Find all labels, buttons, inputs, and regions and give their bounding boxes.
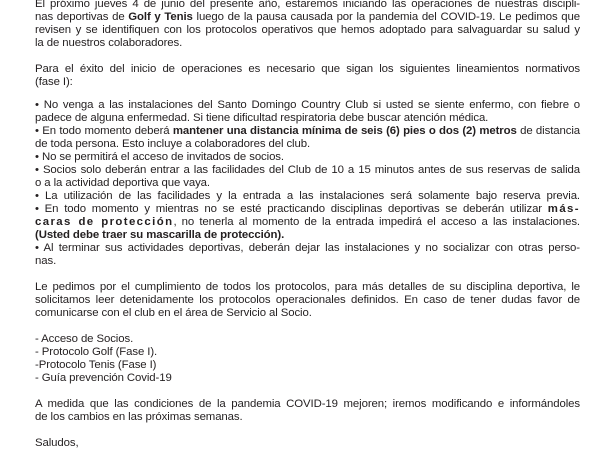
bullet-2-line-1: [35, 125, 580, 138]
intro-line-2: [35, 11, 580, 24]
salutation: Saludos,: [35, 437, 79, 449]
bullet-1-line-1: • No venga a las instalaciones del Santo Domingo Country Club si usted se siente enfermo, con fiebre o: [35, 99, 580, 111]
bullet-text: , no tenerla al momento de la entrada impedirá el acceso a las instalaciones.: [173, 216, 580, 228]
bullet-2-line-2: de toda persona. Esto incluye a colaboradores del club.: [35, 138, 311, 150]
bullet-1-line-2: padece de alguna enfermedad. Si tiene dificultad respiratoria debe buscar atención médica.: [35, 112, 489, 124]
compliance-line-2: solicitamos leer detenidamente los protocolos operacionales definidos. En caso de tener dudas favor de: [35, 294, 580, 306]
guidelines-line-2: (fase I):: [35, 76, 73, 88]
bullet-5-line-1: • La utilización de las facilidades y la entrada a las instalaciones será solamente bajo reserva previa.: [35, 190, 580, 202]
bullet-text: de distancia: [516, 125, 580, 137]
bullet-7-line-1: • Al terminar sus actividades deportivas, deberán dejar las instalaciones y no socializar con otras perso-: [35, 242, 580, 254]
document-item: -Protocolo Tenis (Fase I): [35, 359, 157, 371]
bullet-4-line-1: • Socios solo deberán entrar a las facilidades del Club de 10 a 15 minutos antes de sus reservas de salida: [35, 164, 580, 176]
closing-line-1: A medida que las condiciones de la pandemia COVID-19 mejoren; iremos modificando e informándoles: [35, 398, 580, 410]
document-item: - Guía prevención Covid-19: [35, 372, 172, 384]
intro-line-4: la de nuestros colaboradores.: [35, 37, 183, 49]
intro-text: luego de la pausa causada por la pandemia del COVID-19. Le pedimos que: [192, 11, 580, 23]
compliance-line-1: Le pedimos por el cumplimiento de todos los protocolos, para más detalles de su disciplina deportiva, le: [35, 281, 580, 293]
document-item: - Protocolo Golf (Fase I).: [35, 346, 158, 358]
bullet-6-line-1: [35, 203, 580, 216]
intro-line-1: El próximo jueves 4 de junio del presente año, estaremos iniciando las operaciones de nuestras discipli-: [35, 0, 580, 10]
bullet-7-line-2: nas.: [35, 255, 57, 267]
mask-note: (Usted debe traer su mascarilla de protección).: [35, 229, 285, 241]
bullet-text: • En todo momento y mientras no se esté practicando disciplinas deportivas se deberán utilizar: [35, 203, 548, 215]
closing-line-2: de los cambios en las próximas semanas.: [35, 411, 243, 423]
intro-line-3: revisen y se identifiquen con los protocolos operativos que hemos adoptado para salvaguardar su salud y: [35, 24, 580, 36]
bullet-3-line-1: • No se permitirá el acceso de invitados de socios.: [35, 151, 284, 163]
compliance-line-3: comunicarse con el club en el área de Servicio al Socio.: [35, 307, 312, 319]
distance-highlight: mantener una distancia mínima de seis (6) pies o dos (2) metros: [172, 125, 517, 137]
bullet-6-line-2: [35, 216, 580, 229]
bullet-6-line-3: [35, 229, 284, 242]
guidelines-line-1: Para el éxito del inicio de operaciones es necesario que sigan los siguientes lineamientos normativos: [35, 63, 580, 75]
intro-text: nas deportivas de: [35, 11, 129, 23]
document-item: - Acceso de Socios.: [35, 333, 134, 345]
bullet-text: • En todo momento deberá: [35, 125, 173, 137]
bullet-4-line-2: o a la actividad deportiva que vaya.: [35, 177, 210, 189]
mask-highlight: más-: [547, 203, 580, 215]
mask-highlight: caras de protección: [35, 216, 174, 228]
sports-highlight: Golf y Tenis: [128, 11, 193, 23]
